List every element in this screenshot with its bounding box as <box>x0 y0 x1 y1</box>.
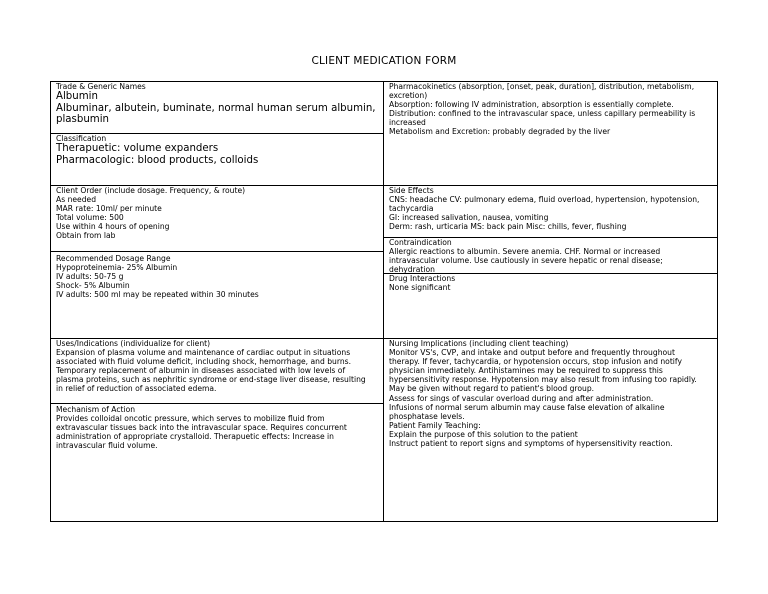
pharmacokinetics-label: Pharmacokinetics (absorption, [onset, peak, duration], distribution, metabolism, <box>389 82 695 91</box>
dosage-range-label: Recommended Dosage Range <box>56 254 171 263</box>
trade-names-line: Albuminar, albutein, buminate, normal human serum albumin, <box>56 102 376 114</box>
side-effects-line: Derm: rash, urticaria MS: back pain Misc: chills, fever, flushing <box>389 222 627 232</box>
trade-names-line: Albumin <box>56 91 98 103</box>
nursing-line: Instruct patient to report signs and symptoms of hypersensitivity reaction. <box>389 439 673 449</box>
drug-interactions-cell <box>389 274 715 292</box>
nursing-line: therapy. If fever, tachycardia, or hypotension occurs, stop infusion and notify <box>389 357 682 367</box>
client-order-label: Client Order (include dosage. Frequency, & route) <box>56 186 246 195</box>
drug-interactions-line: None significant <box>389 283 451 293</box>
nursing-cell <box>389 339 717 448</box>
client-order-cell <box>56 186 378 241</box>
pharmacokinetics-cell <box>389 82 715 137</box>
nursing-line: Explain the purpose of this solution to the patient <box>389 429 578 439</box>
mechanism-line: administration of appropriate crystalloid. Therapuetic effects: Increase in <box>56 432 334 442</box>
contraindication-label: Contraindication <box>389 238 452 247</box>
mechanism-label: Mechanism of Action <box>56 405 136 414</box>
pharmacokinetics-line: Metabolism and Excretion: probably degraded by the liver <box>389 127 611 137</box>
uses-line: associated with fluid volume deficit, including shock, hemorrhage, and burns. <box>56 357 352 367</box>
nursing-line: Monitor VS's, CVP, and intake and output before and frequently throughout <box>389 348 675 358</box>
nursing-line: hypersensitivity response. Hypotension may also result from infusing too rapidly. <box>389 375 697 385</box>
classification-cell <box>56 134 378 166</box>
trade-names-label: Trade & Generic Names <box>56 82 146 91</box>
pharmacokinetics-line: Distribution: confined to the intravascular space, unless capillary permeability is <box>389 109 696 119</box>
column-divider <box>383 81 384 522</box>
contraindication-cell <box>389 238 715 274</box>
pharmacokinetics-line: increased <box>389 118 426 128</box>
client-order-line: Obtain from lab <box>56 231 116 241</box>
dosage-range-line: IV adults: 50-75 g <box>56 272 124 282</box>
mechanism-line: extravascular tissues back into the intravascular space. Requires concurrent <box>56 423 347 433</box>
contraindication-line: Allergic reactions to albumin. Severe anemia. CHF. Normal or increased <box>389 247 661 257</box>
nursing-line: physician immediately. Antihistamines may be required to suppress this <box>389 366 663 376</box>
dosage-range-line: IV adults: 500 ml may be repeated within 30 minutes <box>56 290 259 300</box>
trade-names-line: plasbumin <box>56 114 109 126</box>
contraindication-line: intravascular volume. Use cautiously in severe hepatic or renal disease; <box>389 256 663 266</box>
side-effects-label: Side Effects <box>389 186 434 195</box>
side-effects-line: CNS: headache CV: pulmonary edema, fluid overload, hypertension, hypotension, <box>389 195 700 205</box>
row-divider <box>50 251 384 252</box>
form-title: CLIENT MEDICATION FORM <box>311 55 457 67</box>
pharmacokinetics-line: excretion) <box>389 91 428 101</box>
side-effects-cell <box>389 186 715 231</box>
dosage-range-cell <box>56 254 378 299</box>
nursing-line: Assess for sings of vascular overload during and after administration. <box>389 393 654 403</box>
nursing-line: phosphatase levels. <box>389 411 465 421</box>
trade-names-cell <box>56 82 378 126</box>
uses-line: in relief of reduction of associated edema. <box>56 384 217 394</box>
uses-line: Temporary replacement of albumin in diseases associated with low levels of <box>56 366 346 376</box>
uses-cell <box>56 339 380 394</box>
uses-line: Expansion of plasma volume and maintenance of cardiac output in situations <box>56 348 351 358</box>
pharmacokinetics-line: Absorption: following IV administration, absorption is essentially complete. <box>389 100 674 110</box>
mechanism-line: intravascular fluid volume. <box>56 441 158 451</box>
classification-label: Classification <box>56 134 107 143</box>
client-order-line: As needed <box>56 195 97 205</box>
nursing-line: Infusions of normal serum albumin may cause false elevation of alkaline <box>389 402 665 412</box>
contraindication-line: dehydration <box>389 265 435 275</box>
nursing-label: Nursing Implications (including client teaching) <box>389 339 569 348</box>
mechanism-cell <box>56 405 380 450</box>
client-order-line: Use within 4 hours of opening <box>56 222 170 232</box>
dosage-range-line: Shock- 5% Albumin <box>56 281 130 291</box>
nursing-line: May be given without regard to patient's blood group. <box>389 384 595 394</box>
drug-interactions-label: Drug Interactions <box>389 274 456 283</box>
uses-line: plasma proteins, such as nephritic syndrome or end-stage liver disease, resulting <box>56 375 366 385</box>
dosage-range-line: Hypoproteinemia- 25% Albumin <box>56 263 178 273</box>
classification-line: Therapuetic: volume expanders <box>56 143 219 155</box>
side-effects-line: GI: increased salivation, nausea, vomiting <box>389 213 549 223</box>
mechanism-line: Provides colloidal oncotic pressure, which serves to mobilize fluid from <box>56 414 325 424</box>
uses-label: Uses/Indications (individualize for client) <box>56 339 211 348</box>
classification-line: Pharmacologic: blood products, colloids <box>56 154 259 166</box>
nursing-line: Patient Family Teaching: <box>389 420 481 430</box>
side-effects-line: tachycardia <box>389 204 434 214</box>
client-order-line: Total volume: 500 <box>56 213 124 223</box>
row-divider <box>50 403 384 404</box>
client-order-line: MAR rate: 10ml/ per minute <box>56 204 162 214</box>
